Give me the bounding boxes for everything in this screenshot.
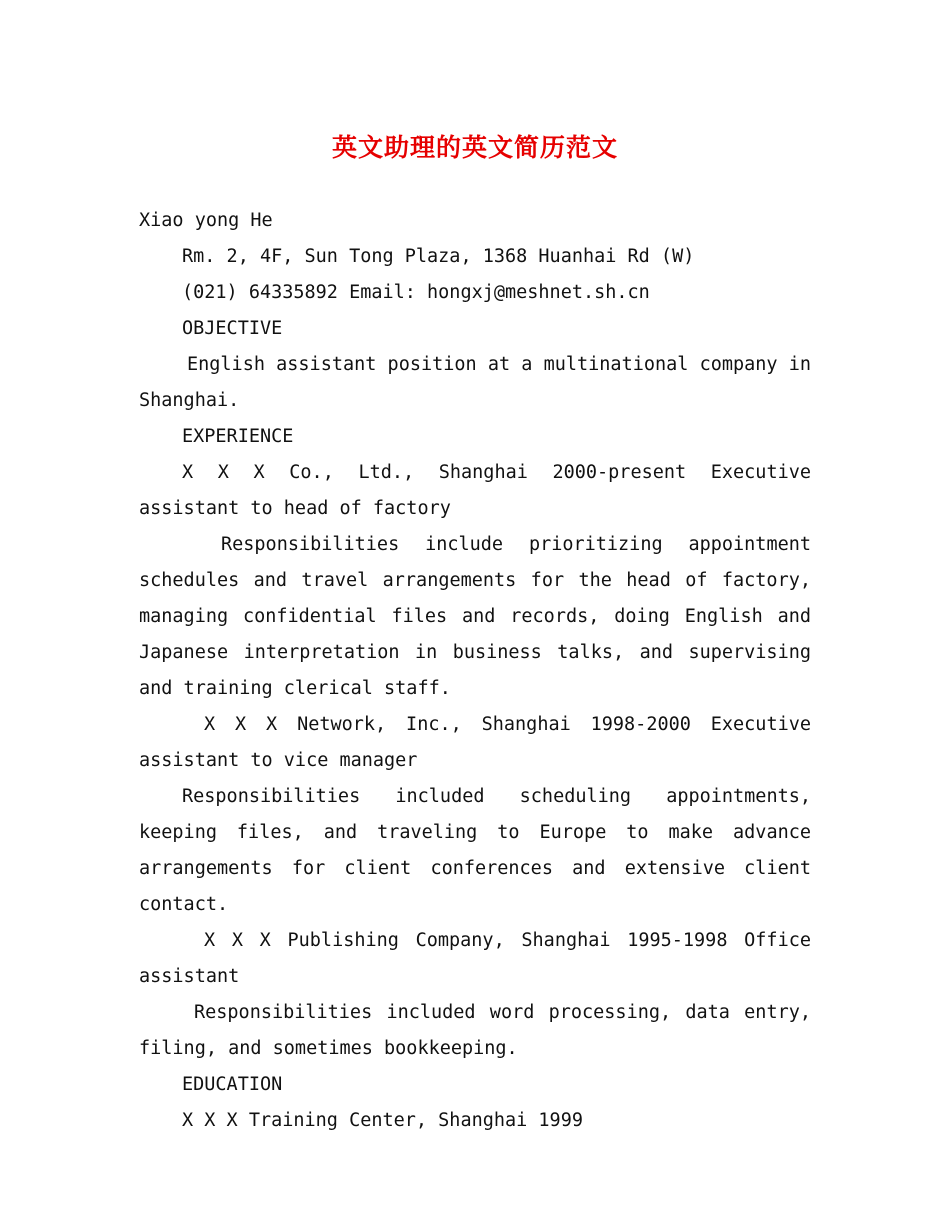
experience-1-details: Responsibilities include prioritizing appointment schedules and travel arrangements for the head of factory, managing confidential files and records, doing English and Japanese interpretation in business talks, and supervising and training clerical staff. — [139, 534, 811, 699]
experience-1-header: X X X Co., Ltd., Shanghai 2000-present Executive assistant to head of factory — [139, 462, 811, 519]
experience-heading: EXPERIENCE — [182, 426, 294, 447]
applicant-address: Rm. 2, 4F, Sun Tong Plaza, 1368 Huanhai Rd (W) — [182, 246, 695, 267]
applicant-contact: (021) 64335892 Email: hongxj@meshnet.sh.cn — [182, 282, 650, 303]
resume-body — [139, 203, 811, 1139]
experience-3-header: X X X Publishing Company, Shanghai 1995-1998 Office assistant — [139, 930, 811, 987]
experience-3-details: Responsibilities included word processing, data entry, filing, and sometimes bookkeeping. — [139, 1002, 811, 1059]
experience-2-header: X X X Network, Inc., Shanghai 1998-2000 Executive assistant to vice manager — [139, 714, 811, 771]
experience-2-details: Responsibilities included scheduling appointments, keeping files, and traveling to Europe to make advance arrangements for client conferences and extensive client contact. — [139, 786, 811, 915]
education-heading: EDUCATION — [182, 1074, 283, 1095]
objective-heading: OBJECTIVE — [182, 318, 283, 339]
objective-text: English assistant position at a multinational company in Shanghai. — [139, 354, 811, 411]
document-title: 英文助理的英文简历范文 — [331, 133, 618, 162]
education-entry: X X X Training Center, Shanghai 1999 — [182, 1110, 583, 1131]
applicant-name: Xiao yong He — [139, 210, 273, 231]
